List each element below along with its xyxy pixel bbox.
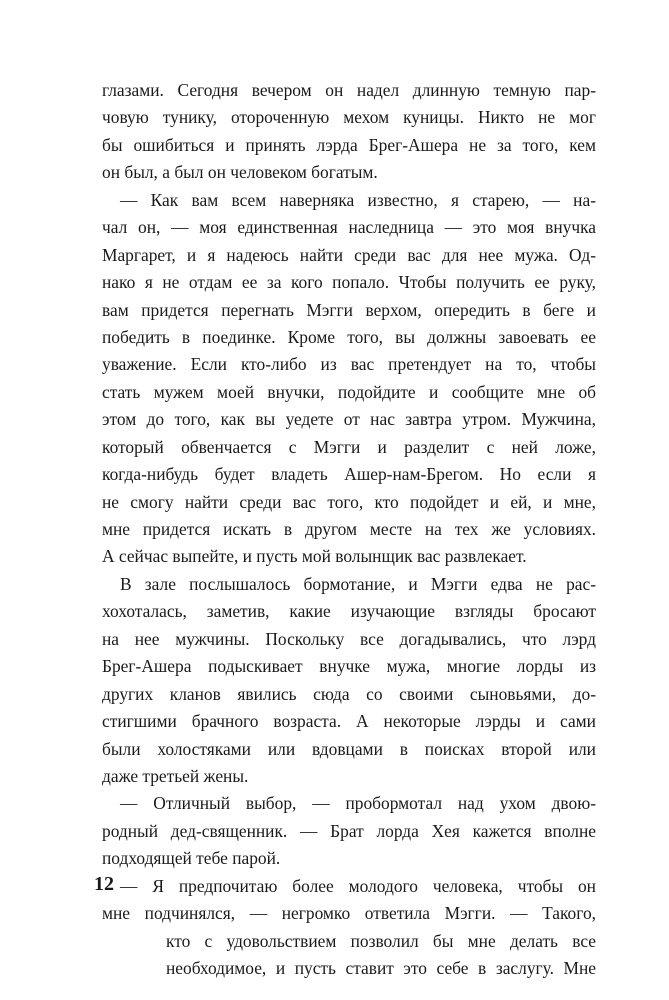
text-line: — Отличный выбор, — пробормотал над ухом двою- bbox=[120, 793, 596, 814]
text-line: глазами. Сегодня вечером он надел длинную темную пар- bbox=[102, 80, 596, 100]
text-line: на нее мужчины. Поскольку все догадывались, что лэрд bbox=[102, 628, 596, 649]
text-line: Маргарет, и я надеюсь найти среди вас для нее мужа. Од- bbox=[102, 244, 596, 265]
text-line: хохоталась, заметив, какие изучающие взгляды бросают bbox=[102, 601, 596, 622]
text-line: мне придется искать в другом месте на тех же условиях. bbox=[102, 519, 596, 539]
text-line: подходящей тебе парой. bbox=[102, 848, 281, 869]
body-text bbox=[102, 77, 596, 982]
text-line: бы ошибиться и принять лэрда Брег-Ашера не за того, кем bbox=[102, 134, 596, 155]
text-line: човую тунику, отороченную мехом куницы. Никто не мог bbox=[102, 107, 596, 128]
text-line: он был, а был он человеком богатым. bbox=[102, 162, 378, 183]
text-line: родный дед-священник. — Брат лорда Хея кажется вполне bbox=[102, 820, 596, 841]
text-line: стигшими брачного возраста. А некоторые лэрды и сами bbox=[102, 711, 596, 732]
text-line: необходимое, и пусть ставит это себе в заслугу. Мне bbox=[166, 958, 596, 978]
text-line: уважение. Если кто-либо из вас претендует на то, чтобы bbox=[102, 354, 596, 375]
text-line: победить в поединке. Кроме того, вы должны завоевать ее bbox=[102, 326, 596, 347]
text-line: который обвенчается с Мэгги и разделит с ней ложе, bbox=[102, 436, 596, 457]
page-number: 12 bbox=[94, 873, 114, 895]
text-line: вам придется перегнать Мэгги верхом, опередить в беге и bbox=[102, 299, 596, 320]
text-line: даже третьей жены. bbox=[102, 765, 249, 786]
text-line: не смогу найти среди вас того, кто подойдет и ей, и мне, bbox=[102, 491, 596, 512]
text-line: мне подчинялся, — негромко ответила Мэгги. — Такого, bbox=[102, 903, 596, 924]
text-line: кто с удовольствием позволил бы мне делать все bbox=[166, 930, 596, 951]
text-line: — Я предпочитаю более молодого человека, чтобы он bbox=[120, 875, 596, 896]
text-line: когда-нибудь будет владеть Ашер-нам-Брегом. Но если я bbox=[102, 464, 596, 485]
text-line: этом до того, как вы уедете от нас завтра утром. Мужчина, bbox=[102, 409, 596, 430]
text-line: — Как вам всем наверняка известно, я старею, — на- bbox=[120, 189, 596, 210]
text-line: Брег-Ашера подыскивает внучке мужа, многие лорды из bbox=[102, 656, 596, 677]
text-line: чал он, — моя единственная наследница — это моя внучка bbox=[102, 217, 596, 238]
text-line: нако я не отдам ее за кого попало. Чтобы получить ее руку, bbox=[102, 272, 596, 293]
text-line: стать мужем моей внучки, подойдите и сообщите мне об bbox=[102, 381, 596, 402]
text-line: В зале послышалось бормотание, и Мэгги едва не рас- bbox=[120, 573, 596, 594]
text-line: А сейчас выпейте, и пусть мой волынщик вас развлекает. bbox=[102, 546, 527, 567]
text-line: других кланов явились сюда со своими сыновьями, до- bbox=[102, 683, 596, 704]
text-line: были холостяками или вдовцами в поисках второй или bbox=[102, 738, 596, 759]
